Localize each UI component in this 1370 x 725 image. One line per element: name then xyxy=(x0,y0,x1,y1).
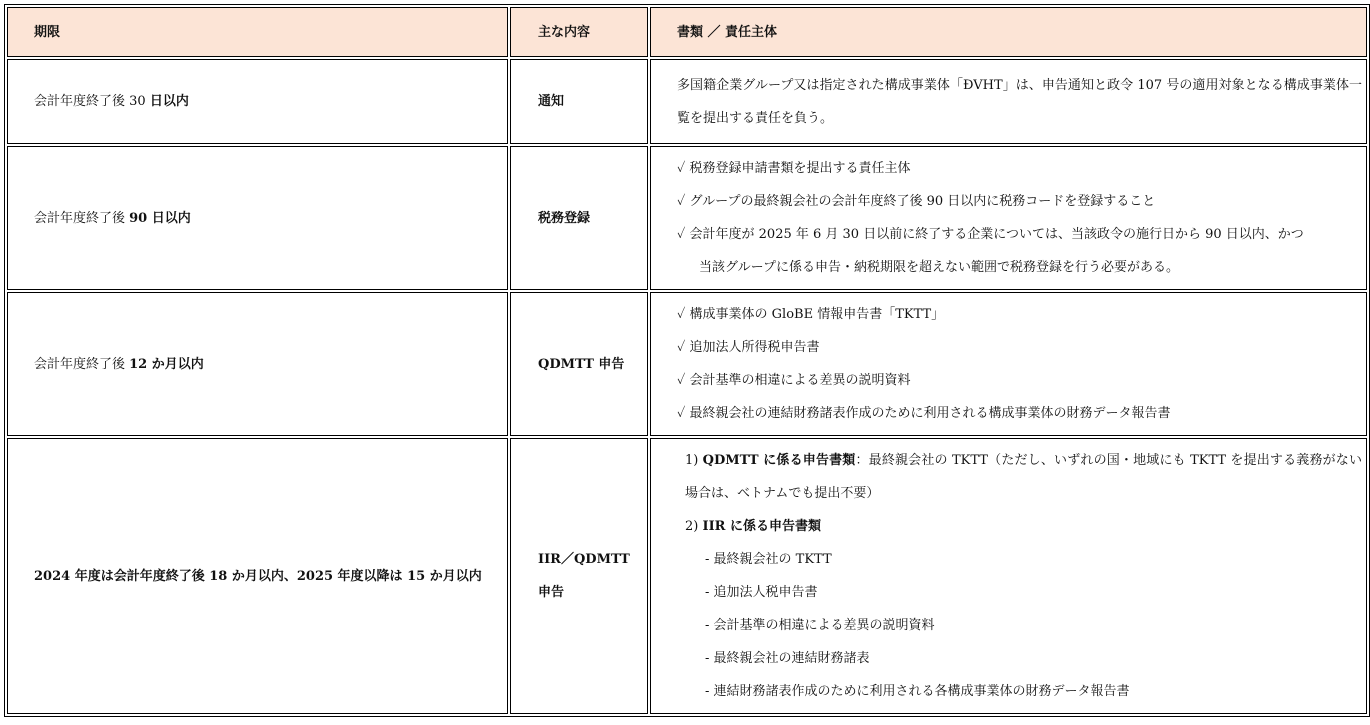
sub-item: - 最終親会社の TKTT xyxy=(705,552,832,567)
deadline-text: 会計年度終了後 30 xyxy=(34,94,150,109)
documents-cell xyxy=(650,59,1367,144)
header-deadline: 期限 xyxy=(7,7,508,57)
deadline-emphasis: 日以内 xyxy=(149,94,189,109)
item-heading: IIR に係る申告書類 xyxy=(702,519,821,534)
item-heading: QDMTT に係る申告書類 xyxy=(702,453,856,468)
sub-item: - 会計基準の相違による差異の説明資料 xyxy=(705,618,935,633)
documents-paragraph: 多国籍企業グループ又は指定された構成事業体「ĐVHT」は、申告通知と政令 107 号の適用対象となる構成事業体一覧を提出する責任を負う。 xyxy=(677,77,1362,126)
deadline-emphasis: 12 か月以内 xyxy=(129,356,204,372)
content-cell: 通知 xyxy=(510,59,648,144)
numbered-item xyxy=(677,510,1362,543)
deadline-cell xyxy=(7,59,508,144)
item-text: ：最終親会社の TKTT（ただし、いずれの国・地域にも TKTT を提出する義務がない場合は、ベトナムでも提出不要） xyxy=(685,453,1362,501)
content-cell: 税務登録 xyxy=(510,146,648,290)
deadline-text: 会計年度終了後 xyxy=(34,210,130,226)
checklist-item: ✓ 会計基準の相違による差異の説明資料 xyxy=(677,373,911,388)
table-row xyxy=(7,59,1367,144)
documents-cell xyxy=(650,292,1367,436)
content-cell: QDMTT 申告 xyxy=(510,292,648,436)
numbered-item xyxy=(677,444,1362,510)
checklist-item: ✓ 税務登録申請書類を提出する責任主体 xyxy=(677,161,911,176)
sub-item: - 連結財務諸表作成のために利用される各構成事業体の財務データ報告書 xyxy=(705,684,1130,699)
table-row xyxy=(7,146,1367,290)
documents-cell xyxy=(650,438,1367,714)
checklist-item-continuation: 当該グループに係る申告・納税期限を超えない範囲で税務登録を行う必要がある。 xyxy=(699,260,1179,275)
deadline-cell xyxy=(7,146,508,290)
deadline-cell: 2024 年度は会計年度終了後 18 か月以内、2025 年度以降は 15 か月以内 xyxy=(7,438,508,714)
deadline-cell xyxy=(7,292,508,436)
checklist-item: ✓ 追加法人所得税申告書 xyxy=(677,340,820,355)
item-number: 2) xyxy=(685,519,703,534)
table-header-row xyxy=(7,7,1367,57)
table-row xyxy=(7,292,1367,436)
deadline-table xyxy=(4,4,1370,717)
content-line: IIR／QDMTT xyxy=(538,552,630,567)
checklist-item: ✓ 最終親会社の連結財務諸表作成のために利用される構成事業体の財務データ報告書 xyxy=(677,406,1171,421)
content-cell xyxy=(510,438,648,714)
deadline-emphasis: 90 日以内 xyxy=(129,210,191,226)
content-line: 申告 xyxy=(538,585,565,600)
sub-item: - 追加法人税申告書 xyxy=(705,585,818,600)
table-row xyxy=(7,438,1367,714)
checklist-item: ✓ 構成事業体の GloBE 情報申告書「TKTT」 xyxy=(677,307,945,322)
checklist-item: ✓ グループの最終親会社の会計年度終了後 90 日以内に税務コードを登録すること xyxy=(677,194,1156,209)
header-content: 主な内容 xyxy=(510,7,648,57)
header-documents: 書類 ／ 責任主体 xyxy=(650,7,1367,57)
item-number: 1) xyxy=(685,453,703,468)
deadline-text: 会計年度終了後 xyxy=(34,356,130,372)
checklist-item: ✓ 会計年度が 2025 年 6 月 30 日以前に終了する企業については、当該政令の施行日から 90 日以内、かつ xyxy=(677,227,1304,242)
sub-item: - 最終親会社の連結財務諸表 xyxy=(705,651,870,666)
documents-cell xyxy=(650,146,1367,290)
